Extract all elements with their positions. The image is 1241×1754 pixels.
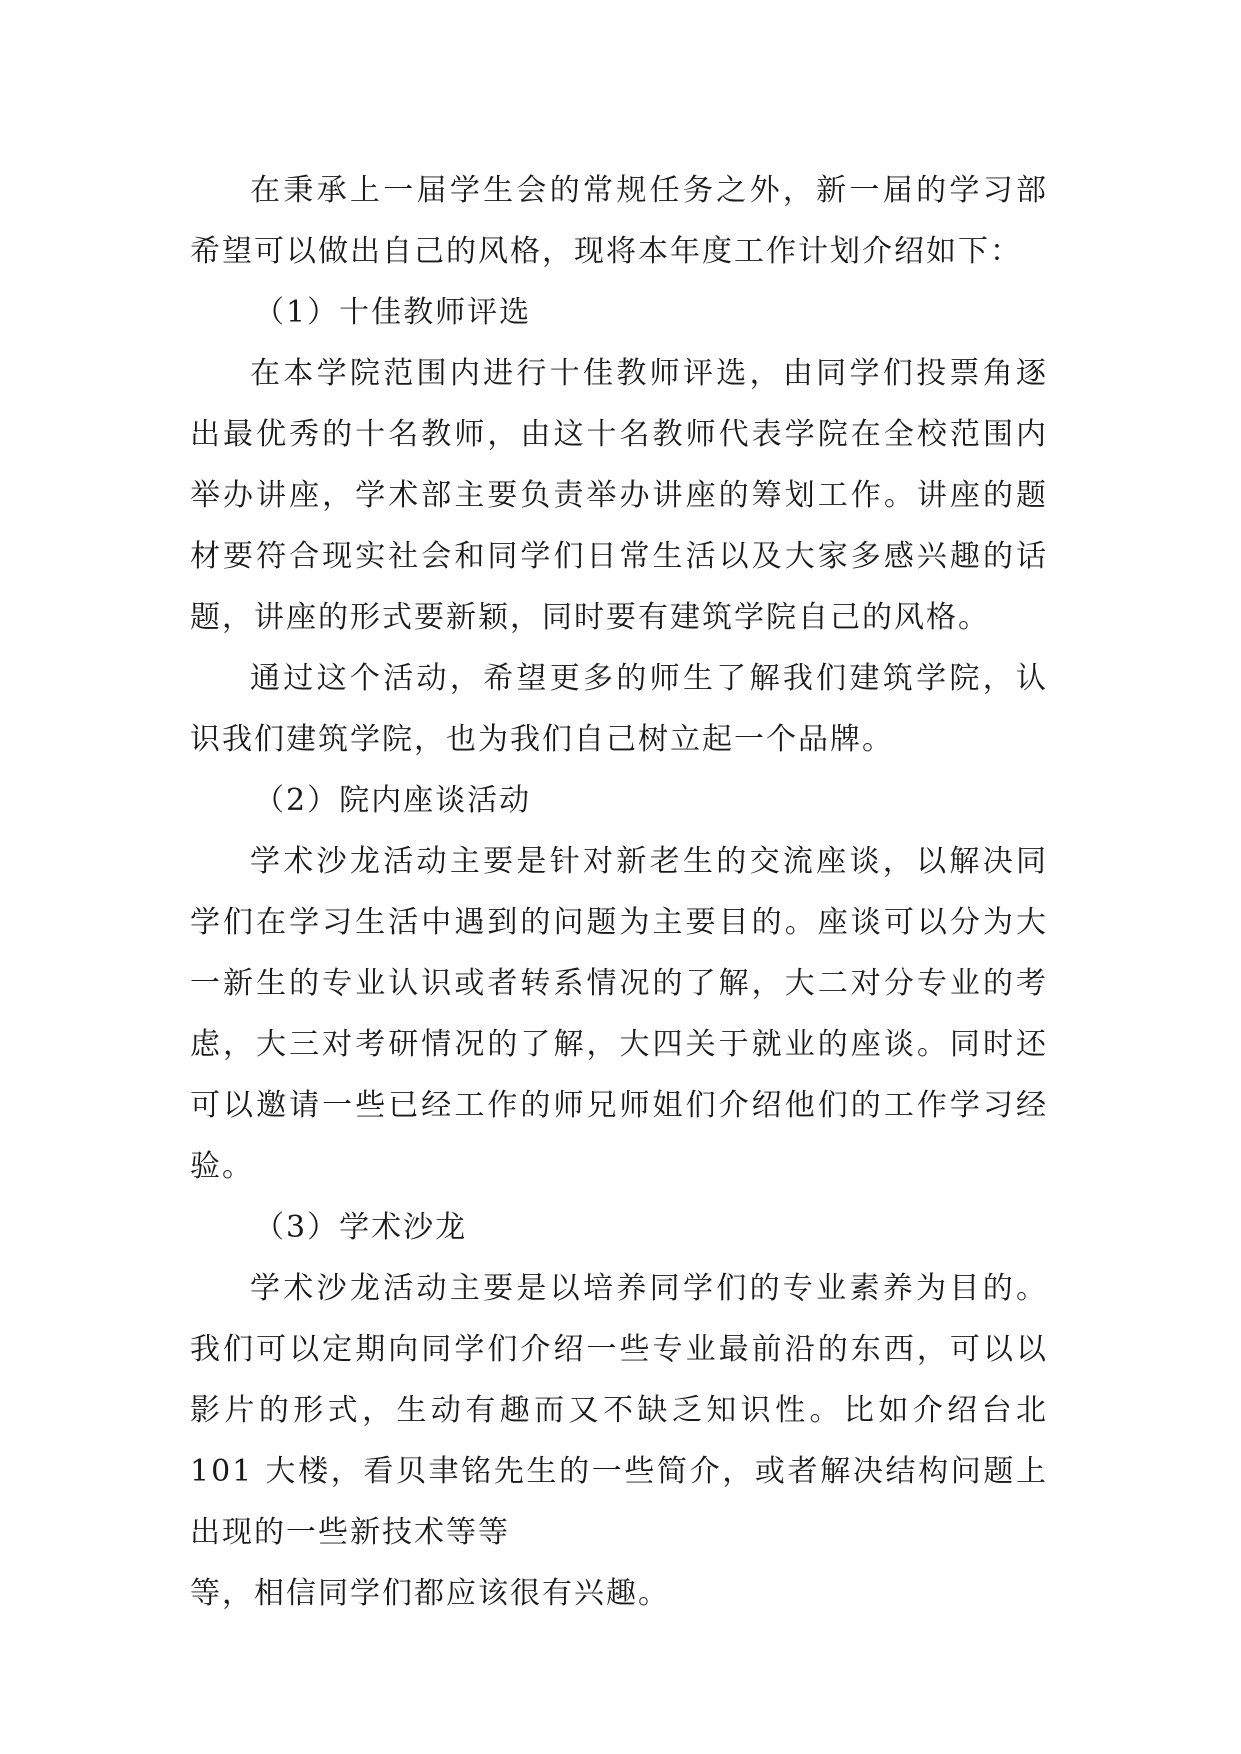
intro-paragraph: 在秉承上一届学生会的常规任务之外，新一届的学习部希望可以做出自己的风格，现将本年度工作计划介绍如下： [190,173,1048,269]
section-heading: （3）学术沙龙 [254,1210,468,1245]
section-paragraph: 在本学院范围内进行十佳教师评选，由同学们投票角逐出最优秀的十名教师，由这十名教师代表学院在全校范围内举办讲座，学术部主要负责举办讲座的筹划工作。讲座的题材要符合现实社会和同学们日常生活以及大家多感兴趣的话题，讲座的形式要新颖，同时要有建筑学院自己的风格。 [190,356,1048,635]
document-page [190,160,1048,1624]
section-heading: （1）十佳教师评选 [254,295,532,330]
section-paragraph: 学术沙龙活动主要是针对新老生的交流座谈，以解决同学们在学习生活中遇到的问题为主要目的。座谈可以分为大一新生的专业认识或者转系情况的了解，大二对分专业的考虑，大三对考研情况的了解，大四关于就业的座谈。同时还可以邀请一些已经工作的师兄师姐们介绍他们的工作学习经验。 [190,844,1048,1184]
section-paragraph: 学术沙龙活动主要是以培养同学们的专业素养为目的。我们可以定期向同学们介绍一些专业最前沿的东西，可以以影片的形式，生动有趣而又不缺乏知识性。比如介绍台北 101 大楼，看贝聿铭先生的一些简介，或者解决结构问题上出现的一些新技术等等 [190,1271,1048,1550]
section-paragraph: 通过这个活动，希望更多的师生了解我们建筑学院，认识我们建筑学院，也为我们自己树立起一个品牌。 [190,661,1048,757]
section-heading: （2）院内座谈活动 [254,783,532,818]
closing-line: 等，相信同学们都应该很有兴趣。 [190,1576,670,1611]
